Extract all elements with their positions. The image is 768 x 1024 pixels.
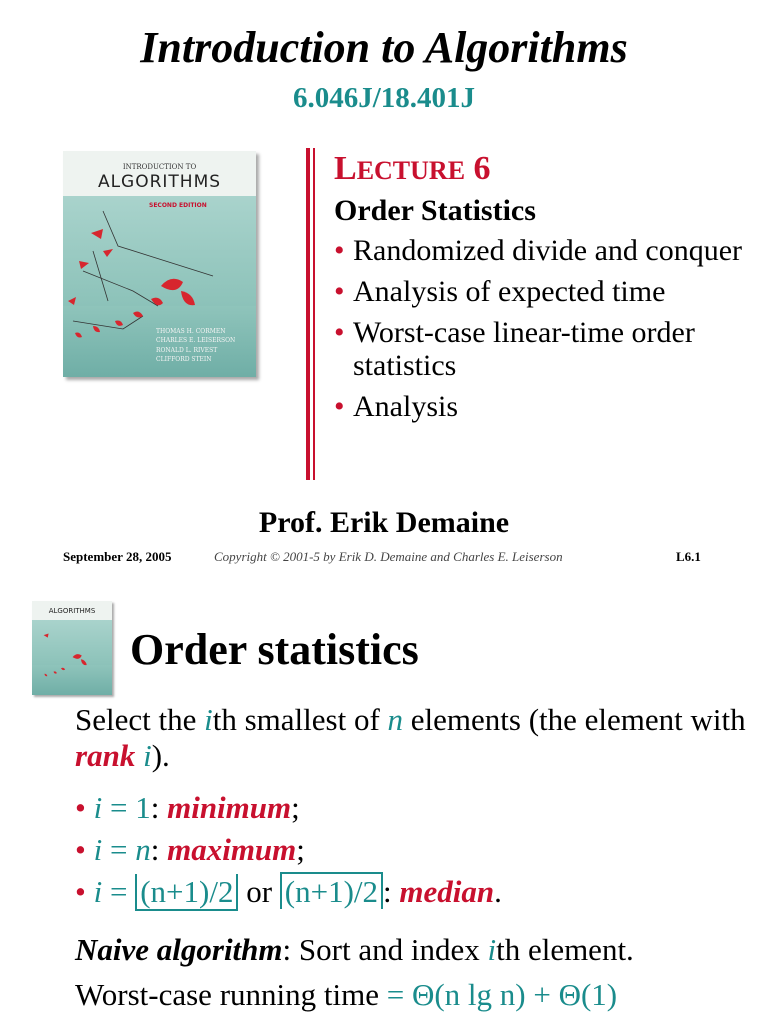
lecture-number: 6 xyxy=(473,150,491,187)
book-edition-text: SECOND EDITION xyxy=(149,202,207,209)
running-time-line: Worst-case running time = Θ(n lg n) + Θ(1) xyxy=(75,977,618,1012)
list-item: • i = (n+1)/2 or (n+1)/2 : median. xyxy=(75,874,502,909)
slide2-title: Order statistics xyxy=(130,625,419,674)
list-item: • Worst-case linear-time order statistics xyxy=(334,316,695,382)
footer-copyright: Copyright © 2001-5 by Erik D. Demaine and Charles E. Leiserson xyxy=(214,549,563,564)
book-cover-thumbnail xyxy=(32,601,112,695)
list-item: • i = n: maximum; xyxy=(75,832,305,867)
case-list xyxy=(75,787,755,913)
bullet-icon: • xyxy=(75,832,86,867)
bullet-icon: • xyxy=(75,874,86,909)
bullet-icon: • xyxy=(334,316,345,349)
lecture-title: Order Statistics xyxy=(334,194,536,227)
floor-expression: (n+1)/2 xyxy=(135,874,238,911)
bullet-icon: • xyxy=(334,275,345,308)
book-title-text: ALGORITHMS xyxy=(48,607,96,615)
course-number: 6.046J/18.401J xyxy=(292,82,476,114)
list-item: • Randomized divide and conquer xyxy=(334,234,743,267)
ceil-expression: (n+1)/2 xyxy=(280,872,383,909)
footer-page-number: L6.1 xyxy=(676,549,701,564)
intro-paragraph: Select the ith smallest of n elements (the element with rank i). xyxy=(75,702,746,773)
lecture-heading xyxy=(334,150,491,188)
list-item: • Analysis xyxy=(334,390,458,423)
mobile-art xyxy=(63,151,256,377)
list-item: • i = 1: minimum; xyxy=(75,790,300,825)
professor-name: Prof. Erik Demaine xyxy=(258,506,510,539)
divider-bar-thin xyxy=(313,148,315,480)
bullet-icon: • xyxy=(334,390,345,423)
book-cover-image xyxy=(63,151,256,377)
book-title-text: ALGORITHMS xyxy=(97,172,222,192)
bullet-icon: • xyxy=(334,234,345,267)
lecture-cap: L xyxy=(334,150,357,187)
lecture-word: ECTURE xyxy=(356,156,466,185)
divider-bar xyxy=(306,148,310,480)
book-intro-text: INTRODUCTION TO xyxy=(122,163,197,171)
bullet-icon: • xyxy=(75,790,86,825)
topic-list xyxy=(334,234,744,431)
list-item: • Analysis of expected time xyxy=(334,275,666,308)
footer-date: September 28, 2005 xyxy=(63,549,172,564)
mobile-art xyxy=(32,601,112,695)
book-authors: THOMAS H. CORMEN CHARLES E. LEISERSON RONALD L. RIVEST CLIFFORD STEIN xyxy=(156,328,236,363)
slide1-title: Introduction to Algorithms xyxy=(140,23,628,72)
naive-algorithm-line: Naive algorithm: Sort and index ith element. xyxy=(75,932,634,967)
